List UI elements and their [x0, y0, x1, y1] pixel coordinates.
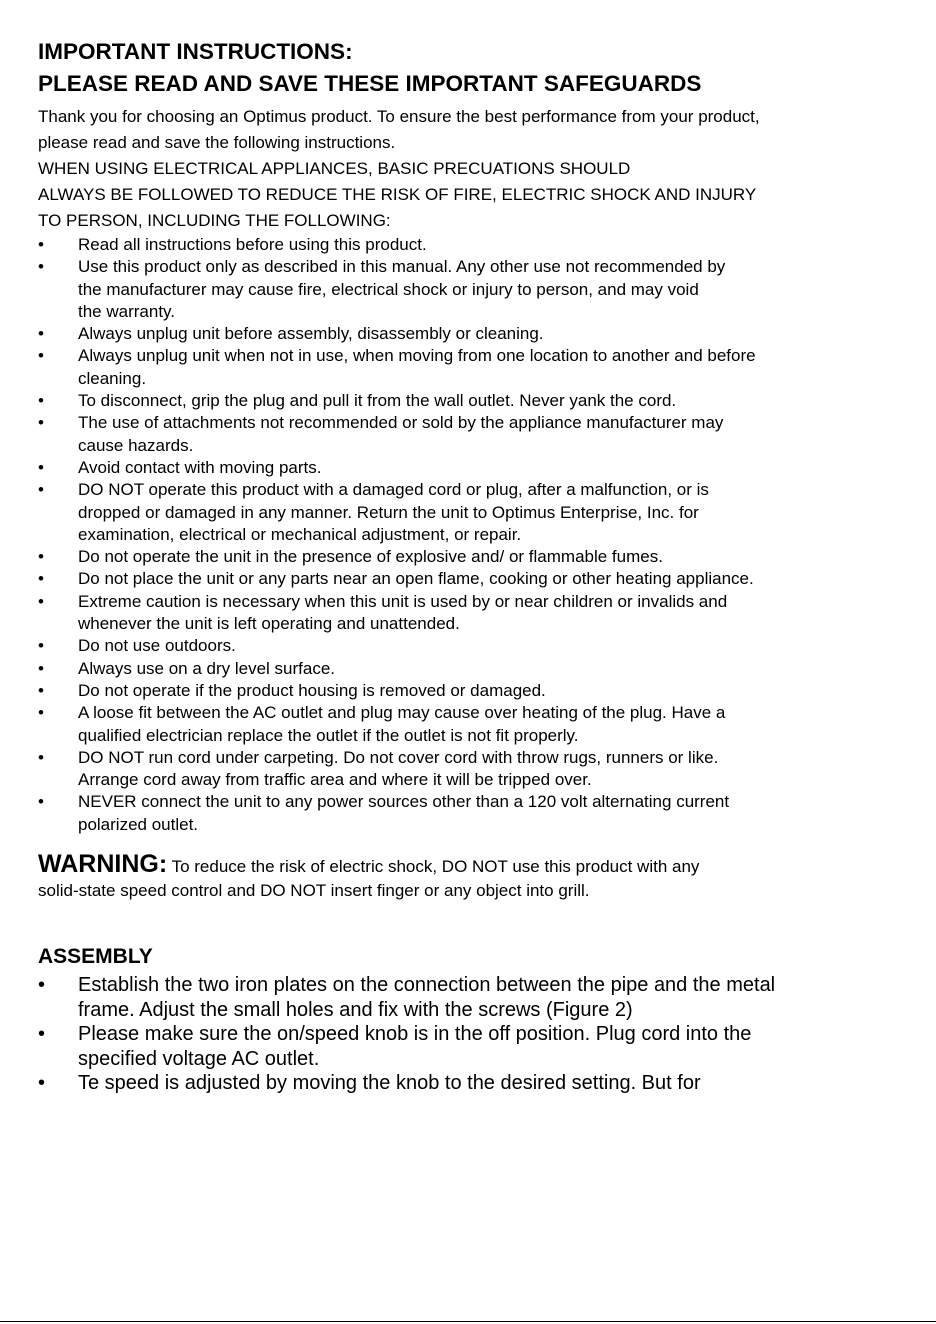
safeguard-item-text: Extreme caution is necessary when this unit is used by or near children or invalids and	[78, 591, 728, 611]
bullet-icon: •	[38, 257, 44, 277]
bullet-icon: •	[38, 1023, 46, 1046]
safeguard-item-text: Always use on a dry level surface.	[78, 658, 336, 678]
safeguard-item	[38, 747, 898, 792]
heading-line-1: IMPORTANT INSTRUCTIONS:	[38, 39, 353, 64]
bullet-icon: •	[38, 569, 44, 589]
bullet-icon: •	[38, 680, 44, 700]
assembly-step-text: Please make sure the on/speed knob is in the off position. Plug cord into the	[78, 1023, 752, 1046]
bullet-icon: •	[38, 457, 44, 477]
safeguard-item	[38, 791, 898, 836]
bullet-icon: •	[38, 792, 44, 812]
intro-line: please read and save the following instructions.	[38, 133, 396, 152]
safeguard-item	[38, 234, 898, 256]
bullet-icon: •	[38, 324, 44, 344]
safeguard-item-text: Always unplug unit when not in use, when moving from one location to another and before	[78, 346, 756, 366]
safeguard-item-text: A loose fit between the AC outlet and plug may cause over heating of the plug. Have a	[78, 703, 726, 723]
safeguard-item	[38, 412, 898, 457]
safeguard-item	[38, 568, 898, 590]
safeguard-item-text: NEVER connect the unit to any power sources other than a 120 volt alternating current	[78, 792, 730, 812]
safeguard-item	[38, 345, 898, 390]
safeguard-item-text: Do not use outdoors.	[78, 636, 236, 656]
bullet-icon: •	[38, 235, 44, 254]
bottom-rule	[0, 1321, 936, 1322]
assembly-step	[38, 1022, 898, 1071]
safeguard-item	[38, 702, 898, 747]
safeguard-item-text: DO NOT operate this product with a damaged cord or plug, after a malfunction, or is	[78, 480, 709, 500]
assembly-step-text: specified voltage AC outlet.	[78, 1047, 320, 1070]
heading-line-2: PLEASE READ AND SAVE THESE IMPORTANT SAFEGUARDS	[38, 71, 702, 96]
safeguard-item	[38, 658, 898, 680]
assembly-step-text: frame. Adjust the small holes and fix with the screws (Figure 2)	[78, 998, 633, 1021]
safeguard-item-text: Use this product only as described in this manual. Any other use not recommended by	[78, 257, 726, 277]
safeguard-item-text: Avoid contact with moving parts.	[78, 457, 322, 477]
bullet-icon: •	[38, 974, 46, 997]
safeguard-item-text: dropped or damaged in any manner. Return the unit to Optimus Enterprise, Inc. for	[78, 502, 699, 522]
warning-line-2: solid-state speed control and DO NOT insert finger or any object into grill.	[38, 881, 590, 901]
bullet-icon: •	[38, 480, 44, 500]
bullet-icon: •	[38, 346, 44, 366]
safeguard-item-text: qualified electrician replace the outlet if the outlet is not fit properly.	[78, 725, 579, 745]
safeguard-item	[38, 323, 898, 345]
safeguard-item	[38, 591, 898, 636]
intro-paragraph	[38, 104, 898, 234]
bullet-icon: •	[38, 547, 44, 567]
warning-text: To reduce the risk of electric shock, DO NOT use this product with any	[167, 857, 700, 877]
safeguards-list	[38, 234, 898, 836]
intro-line: Thank you for choosing an Optimus product. To ensure the best performance from your product,	[38, 107, 760, 126]
bullet-icon: •	[38, 413, 44, 433]
bullet-icon: •	[38, 703, 44, 723]
safeguard-item	[38, 479, 898, 546]
safeguard-item	[38, 390, 898, 412]
safeguard-item-text: Always unplug unit before assembly, disassembly or cleaning.	[78, 324, 544, 344]
safeguard-item-text: Read all instructions before using this product.	[78, 235, 427, 254]
warning-line-1	[38, 852, 898, 879]
intro-line: WHEN USING ELECTRICAL APPLIANCES, BASIC PRECUATIONS SHOULD	[38, 159, 631, 178]
safeguard-item-text: The use of attachments not recommended or sold by the appliance manufacturer may	[78, 413, 724, 433]
bullet-icon: •	[38, 1072, 46, 1095]
document-page	[38, 36, 898, 1096]
warning-block	[38, 852, 898, 903]
safeguard-item-text: the warranty.	[78, 301, 176, 321]
safeguard-item-text: the manufacturer may cause fire, electrical shock or injury to person, and may void	[78, 279, 699, 299]
safeguard-item-text: whenever the unit is left operating and unattended.	[78, 614, 460, 634]
safeguard-item-text: cause hazards.	[78, 435, 194, 455]
warning-label: WARNING:	[38, 850, 168, 879]
bullet-icon: •	[38, 658, 44, 678]
intro-line: ALWAYS BE FOLLOWED TO REDUCE THE RISK OF FIRE, ELECTRIC SHOCK AND INJURY	[38, 185, 757, 204]
assembly-step-text: Te speed is adjusted by moving the knob to the desired setting. But for	[78, 1072, 701, 1095]
safeguard-item	[38, 546, 898, 568]
safeguard-item-text: polarized outlet.	[78, 814, 199, 834]
bullet-icon: •	[38, 747, 44, 767]
assembly-list	[38, 973, 898, 1096]
safeguard-item-text: examination, electrical or mechanical adjustment, or repair.	[78, 524, 522, 544]
assembly-step	[38, 1071, 898, 1096]
safeguard-item	[38, 457, 898, 479]
safeguard-item-text: Do not place the unit or any parts near an open flame, cooking or other heating appliance.	[78, 569, 754, 589]
bullet-icon: •	[38, 636, 44, 656]
bullet-icon: •	[38, 391, 44, 411]
safeguard-item-text: Arrange cord away from traffic area and where it will be tripped over.	[78, 770, 592, 790]
safeguard-item-text: Do not operate if the product housing is removed or damaged.	[78, 680, 546, 700]
intro-line: TO PERSON, INCLUDING THE FOLLOWING:	[38, 211, 391, 230]
safeguard-item-text: Do not operate the unit in the presence of explosive and/ or flammable fumes.	[78, 547, 663, 567]
assembly-title: ASSEMBLY	[38, 945, 153, 969]
safeguard-item-text: DO NOT run cord under carpeting. Do not cover cord with throw rugs, runners or like.	[78, 747, 719, 767]
assembly-step-text: Establish the two iron plates on the connection between the pipe and the metal	[78, 974, 776, 997]
safeguard-item	[38, 256, 898, 323]
safeguard-item-text: To disconnect, grip the plug and pull it from the wall outlet. Never yank the cord.	[78, 391, 677, 411]
safeguard-item	[38, 680, 898, 702]
safeguard-item-text: cleaning.	[78, 368, 147, 388]
safeguard-item	[38, 635, 898, 657]
bullet-icon: •	[38, 591, 44, 611]
assembly-step	[38, 973, 898, 1022]
